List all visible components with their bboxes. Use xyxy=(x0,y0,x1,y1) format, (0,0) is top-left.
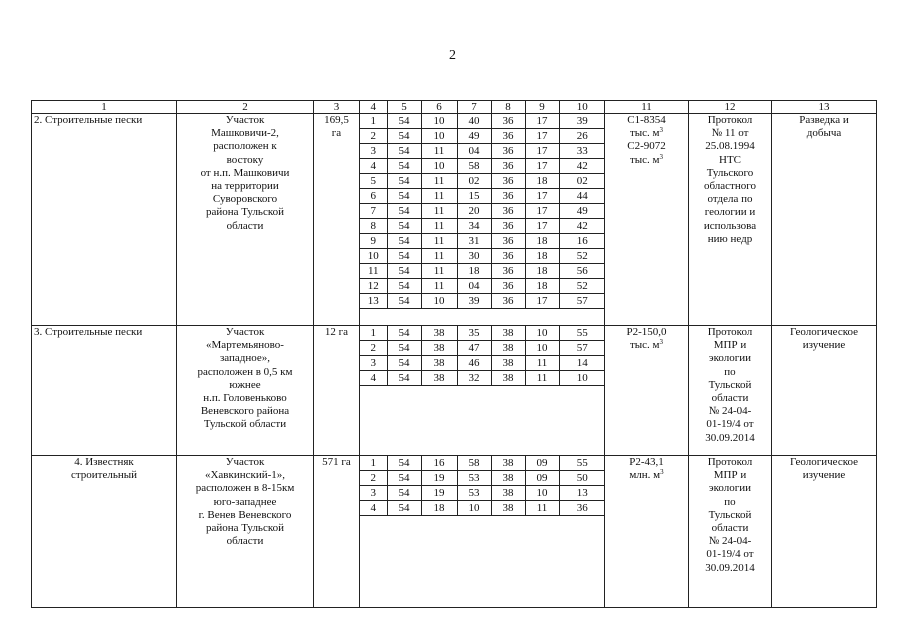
reserves-line xyxy=(607,140,686,166)
text-line: от н.п. Машковичи xyxy=(200,166,290,179)
text-line: добыча xyxy=(806,127,842,140)
text-line: изучение xyxy=(802,469,846,482)
coordinate-row xyxy=(360,189,605,204)
coordinate-value: 2 xyxy=(360,129,387,144)
coordinate-value: 38 xyxy=(421,371,457,386)
coordinate-value: 38 xyxy=(491,326,525,341)
coordinate-value: 17 xyxy=(525,114,559,129)
reserves-text: С2-9072 xyxy=(627,140,666,153)
reserves-text: Р2-43,1 xyxy=(629,456,664,468)
text-line: Участок xyxy=(225,114,265,126)
coordinate-row xyxy=(360,356,605,371)
coordinate-value: 19 xyxy=(421,486,457,501)
text-line: района Тульской xyxy=(205,206,285,219)
protocol-cell xyxy=(689,114,772,326)
text-line: 571 га xyxy=(322,456,351,468)
reserves-unit-exponent: 3 xyxy=(659,152,664,161)
reserves-text: С1-8354 xyxy=(627,114,666,126)
text-line: 4. Известняк xyxy=(74,456,134,468)
coordinate-row xyxy=(360,279,605,294)
header-cell-4: 4 xyxy=(360,101,387,113)
coordinates-cell xyxy=(360,114,605,326)
coordinate-value: 39 xyxy=(457,294,491,309)
coordinate-value: 1 xyxy=(360,326,387,341)
coordinate-row xyxy=(360,501,605,516)
text-line: области xyxy=(711,522,749,535)
coordinate-value: 54 xyxy=(387,486,421,501)
text-line: Протокол xyxy=(707,114,753,126)
coordinate-value: 54 xyxy=(387,326,421,341)
coordinate-value: 20 xyxy=(457,204,491,219)
text-line: Протокол xyxy=(707,456,753,468)
header-cell-coords xyxy=(360,101,605,114)
coordinate-value: 17 xyxy=(525,294,559,309)
record-row xyxy=(32,326,877,456)
coordinate-value: 58 xyxy=(457,159,491,174)
site-description-cell xyxy=(177,326,314,456)
coordinate-value: 17 xyxy=(525,189,559,204)
coordinate-row xyxy=(360,294,605,309)
coordinate-value: 54 xyxy=(387,341,421,356)
coordinate-value: 54 xyxy=(387,356,421,371)
coordinate-value: 30 xyxy=(457,249,491,264)
text-line: по xyxy=(724,365,736,378)
coordinate-value: 1 xyxy=(360,456,387,471)
text-line: га xyxy=(331,127,342,140)
coordinate-value: 11 xyxy=(421,279,457,294)
coordinate-row xyxy=(360,174,605,189)
coordinate-value: 36 xyxy=(491,174,525,189)
coordinate-value: 54 xyxy=(387,174,421,189)
header-cell-11: 11 xyxy=(605,101,689,114)
coordinate-value: 18 xyxy=(525,279,559,294)
coordinates-cell xyxy=(360,456,605,608)
reserves-unit-exponent: 3 xyxy=(659,338,664,347)
reserves-unit-exponent: 3 xyxy=(659,126,664,135)
text-line: нию недр xyxy=(707,232,753,245)
text-line: № 24-04- xyxy=(708,535,752,548)
coordinate-value: 10 xyxy=(525,486,559,501)
coordinate-value: 02 xyxy=(559,174,605,189)
coordinate-value: 7 xyxy=(360,204,387,219)
coordinate-value: 38 xyxy=(491,356,525,371)
coordinate-value: 12 xyxy=(360,279,387,294)
coordinate-row xyxy=(360,371,605,386)
coordinate-value: 54 xyxy=(387,294,421,309)
header-cell-13: 13 xyxy=(772,101,877,114)
coordinate-row xyxy=(360,144,605,159)
coordinate-value: 1 xyxy=(360,114,387,129)
coordinate-value: 55 xyxy=(559,456,605,471)
coordinate-value: 3 xyxy=(360,356,387,371)
coordinate-value: 09 xyxy=(525,471,559,486)
coordinate-value: 11 xyxy=(421,189,457,204)
header-cell-10: 10 xyxy=(559,101,605,113)
text-line: 25.08.1994 xyxy=(705,140,755,153)
header-row xyxy=(32,101,877,114)
coordinates-grid xyxy=(360,326,605,386)
coordinate-value: 10 xyxy=(525,341,559,356)
coordinate-value: 54 xyxy=(387,264,421,279)
coordinate-value: 17 xyxy=(525,144,559,159)
text-line: 30.09.2014 xyxy=(705,431,755,444)
reserves-text: Р2-150,0 xyxy=(626,326,667,338)
coordinate-row xyxy=(360,234,605,249)
page-number: 2 xyxy=(449,48,456,63)
coordinate-value: 42 xyxy=(559,219,605,234)
coordinate-value: 11 xyxy=(360,264,387,279)
text-line: расположен к xyxy=(213,140,277,153)
coordinate-value: 54 xyxy=(387,204,421,219)
site-description-cell xyxy=(177,114,314,326)
coordinate-value: 58 xyxy=(457,456,491,471)
coordinate-value: 5 xyxy=(360,174,387,189)
coordinate-value: 31 xyxy=(457,234,491,249)
coordinate-row xyxy=(360,486,605,501)
coordinate-value: 4 xyxy=(360,501,387,516)
coordinate-value: 42 xyxy=(559,159,605,174)
reserves-unit: тыс. м xyxy=(629,127,660,140)
text-line: областного xyxy=(703,180,756,193)
header-cell-5: 5 xyxy=(387,101,421,113)
coordinate-row xyxy=(360,326,605,341)
text-line: отдела по xyxy=(707,193,753,206)
coordinate-value: 8 xyxy=(360,219,387,234)
coordinate-value: 46 xyxy=(457,356,491,371)
coordinate-value: 3 xyxy=(360,144,387,159)
text-line: 30.09.2014 xyxy=(705,561,755,574)
text-line: г. Венев Веневского xyxy=(198,508,292,521)
reserves-line xyxy=(607,469,686,482)
coordinate-value: 4 xyxy=(360,159,387,174)
text-line: 01-19/4 от xyxy=(706,548,754,561)
coordinate-value: 18 xyxy=(421,501,457,516)
coordinate-row xyxy=(360,456,605,471)
text-line: 12 га xyxy=(324,326,349,338)
coordinate-value: 36 xyxy=(491,189,525,204)
coordinate-value: 10 xyxy=(360,249,387,264)
coordinate-value: 4 xyxy=(360,371,387,386)
coordinate-value: 36 xyxy=(491,249,525,264)
coordinate-value: 54 xyxy=(387,189,421,204)
text-line: Разведка и xyxy=(799,114,849,126)
coordinate-value: 11 xyxy=(421,249,457,264)
text-line: геологии и xyxy=(704,206,756,219)
coordinates-grid xyxy=(360,456,605,516)
coordinate-value: 11 xyxy=(421,144,457,159)
coordinate-value: 18 xyxy=(525,234,559,249)
purpose-cell xyxy=(772,326,877,456)
text-line: «Мартемьяново- xyxy=(206,339,284,352)
text-line: НТС xyxy=(719,153,741,166)
coordinate-value: 18 xyxy=(525,174,559,189)
coordinate-value: 57 xyxy=(559,341,605,356)
coordinate-value: 44 xyxy=(559,189,605,204)
reserves-text: млн. м xyxy=(629,469,661,482)
coordinate-value: 11 xyxy=(525,371,559,386)
coordinate-value: 39 xyxy=(559,114,605,129)
reserves-line xyxy=(607,456,686,469)
text-line: Веневского района xyxy=(200,405,290,418)
coordinate-value: 36 xyxy=(491,264,525,279)
coordinate-value: 11 xyxy=(525,356,559,371)
coordinate-value: 11 xyxy=(421,234,457,249)
coordinate-row xyxy=(360,341,605,356)
text-line: области xyxy=(226,535,264,548)
header-cell-8: 8 xyxy=(491,101,525,113)
coordinate-value: 55 xyxy=(559,326,605,341)
coordinate-value: 09 xyxy=(525,456,559,471)
coordinate-value: 53 xyxy=(457,486,491,501)
mineral-type-cell: 3. Строительные пески xyxy=(32,326,177,456)
area-cell xyxy=(314,114,360,326)
coordinate-value: 36 xyxy=(491,204,525,219)
coordinate-value: 36 xyxy=(491,159,525,174)
header-cell-3: 3 xyxy=(314,101,360,114)
reserves-cell xyxy=(605,326,689,456)
purpose-cell xyxy=(772,114,877,326)
coordinate-value: 54 xyxy=(387,471,421,486)
coordinate-value: 26 xyxy=(559,129,605,144)
coordinate-value: 32 xyxy=(457,371,491,386)
coordinate-value: 52 xyxy=(559,279,605,294)
reserves-cell xyxy=(605,456,689,608)
coordinate-value: 56 xyxy=(559,264,605,279)
coordinate-value: 33 xyxy=(559,144,605,159)
coordinate-value: 49 xyxy=(559,204,605,219)
header-cell-6: 6 xyxy=(421,101,457,113)
reserves-line xyxy=(607,326,686,339)
coordinate-value: 18 xyxy=(525,264,559,279)
text-line: Тульского xyxy=(706,166,754,179)
reserves-line xyxy=(607,339,686,352)
text-line: района Тульской xyxy=(205,522,285,535)
text-line: Суворовского xyxy=(212,193,278,206)
text-line: Геологическое xyxy=(789,326,859,338)
record-row xyxy=(32,114,877,326)
coordinate-row xyxy=(360,219,605,234)
reserves-cell xyxy=(605,114,689,326)
coordinate-value: 17 xyxy=(525,204,559,219)
text-line: Геологическое xyxy=(789,456,859,468)
coordinate-value: 10 xyxy=(559,371,605,386)
text-line: МПР и xyxy=(713,469,747,482)
coordinate-value: 2 xyxy=(360,471,387,486)
coordinate-value: 49 xyxy=(457,129,491,144)
text-line: Тульской области xyxy=(203,418,287,431)
text-line: на территории xyxy=(211,180,279,193)
coordinate-value: 54 xyxy=(387,129,421,144)
text-line: юго-западнее xyxy=(213,495,277,508)
coordinate-row xyxy=(360,471,605,486)
text-line: западное», xyxy=(219,352,271,365)
coordinate-value: 36 xyxy=(491,294,525,309)
text-line: расположен в 8-15км xyxy=(195,482,295,495)
coordinate-value: 13 xyxy=(360,294,387,309)
coordinate-value: 13 xyxy=(559,486,605,501)
coordinate-value: 10 xyxy=(421,129,457,144)
text-line: «Хавкинский-1», xyxy=(204,469,286,482)
coordinate-value: 38 xyxy=(491,456,525,471)
text-line: по xyxy=(724,495,736,508)
coordinate-value: 54 xyxy=(387,144,421,159)
coordinate-value: 36 xyxy=(491,129,525,144)
reserves-text: тыс. м xyxy=(629,339,660,352)
header-cell-1: 1 xyxy=(32,101,177,114)
text-line: области xyxy=(226,219,264,232)
coordinate-row xyxy=(360,129,605,144)
coordinate-value: 19 xyxy=(421,471,457,486)
text-line: МПР и xyxy=(713,339,747,352)
coordinate-value: 17 xyxy=(525,219,559,234)
coordinate-value: 54 xyxy=(387,279,421,294)
text-line: экологии xyxy=(708,352,752,365)
text-line: южнее xyxy=(229,378,261,391)
coordinate-value: 36 xyxy=(491,219,525,234)
coordinate-value: 35 xyxy=(457,326,491,341)
coordinate-value: 54 xyxy=(387,249,421,264)
coordinate-value: 11 xyxy=(421,174,457,189)
coordinate-value: 47 xyxy=(457,341,491,356)
mineral-type-cell: 2. Строительные пески xyxy=(32,114,177,326)
coordinate-value: 10 xyxy=(525,326,559,341)
coordinate-value: 10 xyxy=(421,159,457,174)
coordinate-value: 36 xyxy=(491,114,525,129)
text-line: Участок xyxy=(225,456,265,468)
coordinate-value: 11 xyxy=(421,219,457,234)
coordinate-value: 10 xyxy=(421,114,457,129)
coordinate-value: 54 xyxy=(387,114,421,129)
header-cell-9: 9 xyxy=(525,101,559,113)
text-line: № 11 от xyxy=(711,127,749,140)
coordinate-value: 38 xyxy=(491,501,525,516)
reserves-unit-exponent: 3 xyxy=(660,468,664,477)
coordinate-value: 52 xyxy=(559,249,605,264)
coordinate-value: 02 xyxy=(457,174,491,189)
text-line: Участок xyxy=(225,326,265,338)
text-line: экологии xyxy=(708,482,752,495)
protocol-cell xyxy=(689,326,772,456)
mineral-type-cell xyxy=(32,456,177,608)
text-line: области xyxy=(711,392,749,405)
header-cell-12: 12 xyxy=(689,101,772,114)
coordinate-value: 50 xyxy=(559,471,605,486)
header-coord-grid xyxy=(360,101,605,113)
coordinate-value: 54 xyxy=(387,159,421,174)
coordinate-row xyxy=(360,204,605,219)
coordinate-value: 54 xyxy=(387,219,421,234)
coordinate-value: 18 xyxy=(525,249,559,264)
coordinate-value: 6 xyxy=(360,189,387,204)
coordinates-cell xyxy=(360,326,605,456)
text-line: № 24-04- xyxy=(708,405,752,418)
header-cell-7: 7 xyxy=(457,101,491,113)
coordinate-value: 14 xyxy=(559,356,605,371)
coordinate-value: 17 xyxy=(525,159,559,174)
coordinate-value: 38 xyxy=(421,341,457,356)
coordinate-value: 54 xyxy=(387,371,421,386)
coordinate-value: 18 xyxy=(457,264,491,279)
coordinate-value: 53 xyxy=(457,471,491,486)
coordinate-value: 3 xyxy=(360,486,387,501)
text-line: 01-19/4 от xyxy=(706,418,754,431)
purpose-cell xyxy=(772,456,877,608)
text-line: Тульской xyxy=(708,508,752,521)
coordinate-value: 38 xyxy=(491,471,525,486)
register-table xyxy=(31,100,877,608)
coordinate-value: 10 xyxy=(421,294,457,309)
text-line: расположен в 0,5 км xyxy=(197,365,293,378)
text-line: н.п. Головеньково xyxy=(203,392,287,405)
coordinate-value: 54 xyxy=(387,456,421,471)
text-line: Тульской xyxy=(708,378,752,391)
header-cell-2: 2 xyxy=(177,101,314,114)
text-line: изучение xyxy=(802,339,846,352)
coordinate-value: 10 xyxy=(457,501,491,516)
coordinate-value: 11 xyxy=(421,264,457,279)
coordinate-value: 38 xyxy=(491,371,525,386)
protocol-cell xyxy=(689,456,772,608)
site-description-cell xyxy=(177,456,314,608)
text-line: Протокол xyxy=(707,326,753,338)
record-row xyxy=(32,456,877,608)
coordinate-value: 11 xyxy=(525,501,559,516)
area-cell xyxy=(314,326,360,456)
coordinate-value: 36 xyxy=(491,144,525,159)
coordinate-value: 17 xyxy=(525,129,559,144)
text-line: Машковичи-2, xyxy=(211,127,279,140)
coordinate-row xyxy=(360,249,605,264)
coordinate-value: 36 xyxy=(491,279,525,294)
coordinate-value: 16 xyxy=(559,234,605,249)
coordinate-value: 15 xyxy=(457,189,491,204)
coordinate-value: 36 xyxy=(559,501,605,516)
coordinate-value: 9 xyxy=(360,234,387,249)
coordinates-grid xyxy=(360,114,605,309)
coordinate-value: 36 xyxy=(491,234,525,249)
coordinate-value: 34 xyxy=(457,219,491,234)
coordinate-value: 11 xyxy=(421,204,457,219)
coordinate-value: 2 xyxy=(360,341,387,356)
reserves-line xyxy=(607,114,686,140)
coordinate-row xyxy=(360,114,605,129)
coordinate-value: 16 xyxy=(421,456,457,471)
coordinate-value: 38 xyxy=(491,486,525,501)
coordinate-value: 57 xyxy=(559,294,605,309)
coordinate-value: 38 xyxy=(491,341,525,356)
text-line: использова xyxy=(703,219,757,232)
text-line: 169,5 xyxy=(324,114,349,126)
coordinate-row xyxy=(360,264,605,279)
coordinate-value: 04 xyxy=(457,279,491,294)
text-line: строительный xyxy=(70,469,138,482)
text-line: востоку xyxy=(226,153,264,166)
area-cell xyxy=(314,456,360,608)
coordinate-value: 40 xyxy=(457,114,491,129)
coordinate-row xyxy=(360,159,605,174)
coordinate-value: 54 xyxy=(387,234,421,249)
reserves-unit: тыс. м xyxy=(629,153,660,166)
coordinate-value: 38 xyxy=(421,356,457,371)
coordinate-value: 54 xyxy=(387,501,421,516)
coordinate-value: 04 xyxy=(457,144,491,159)
coordinate-value: 38 xyxy=(421,326,457,341)
